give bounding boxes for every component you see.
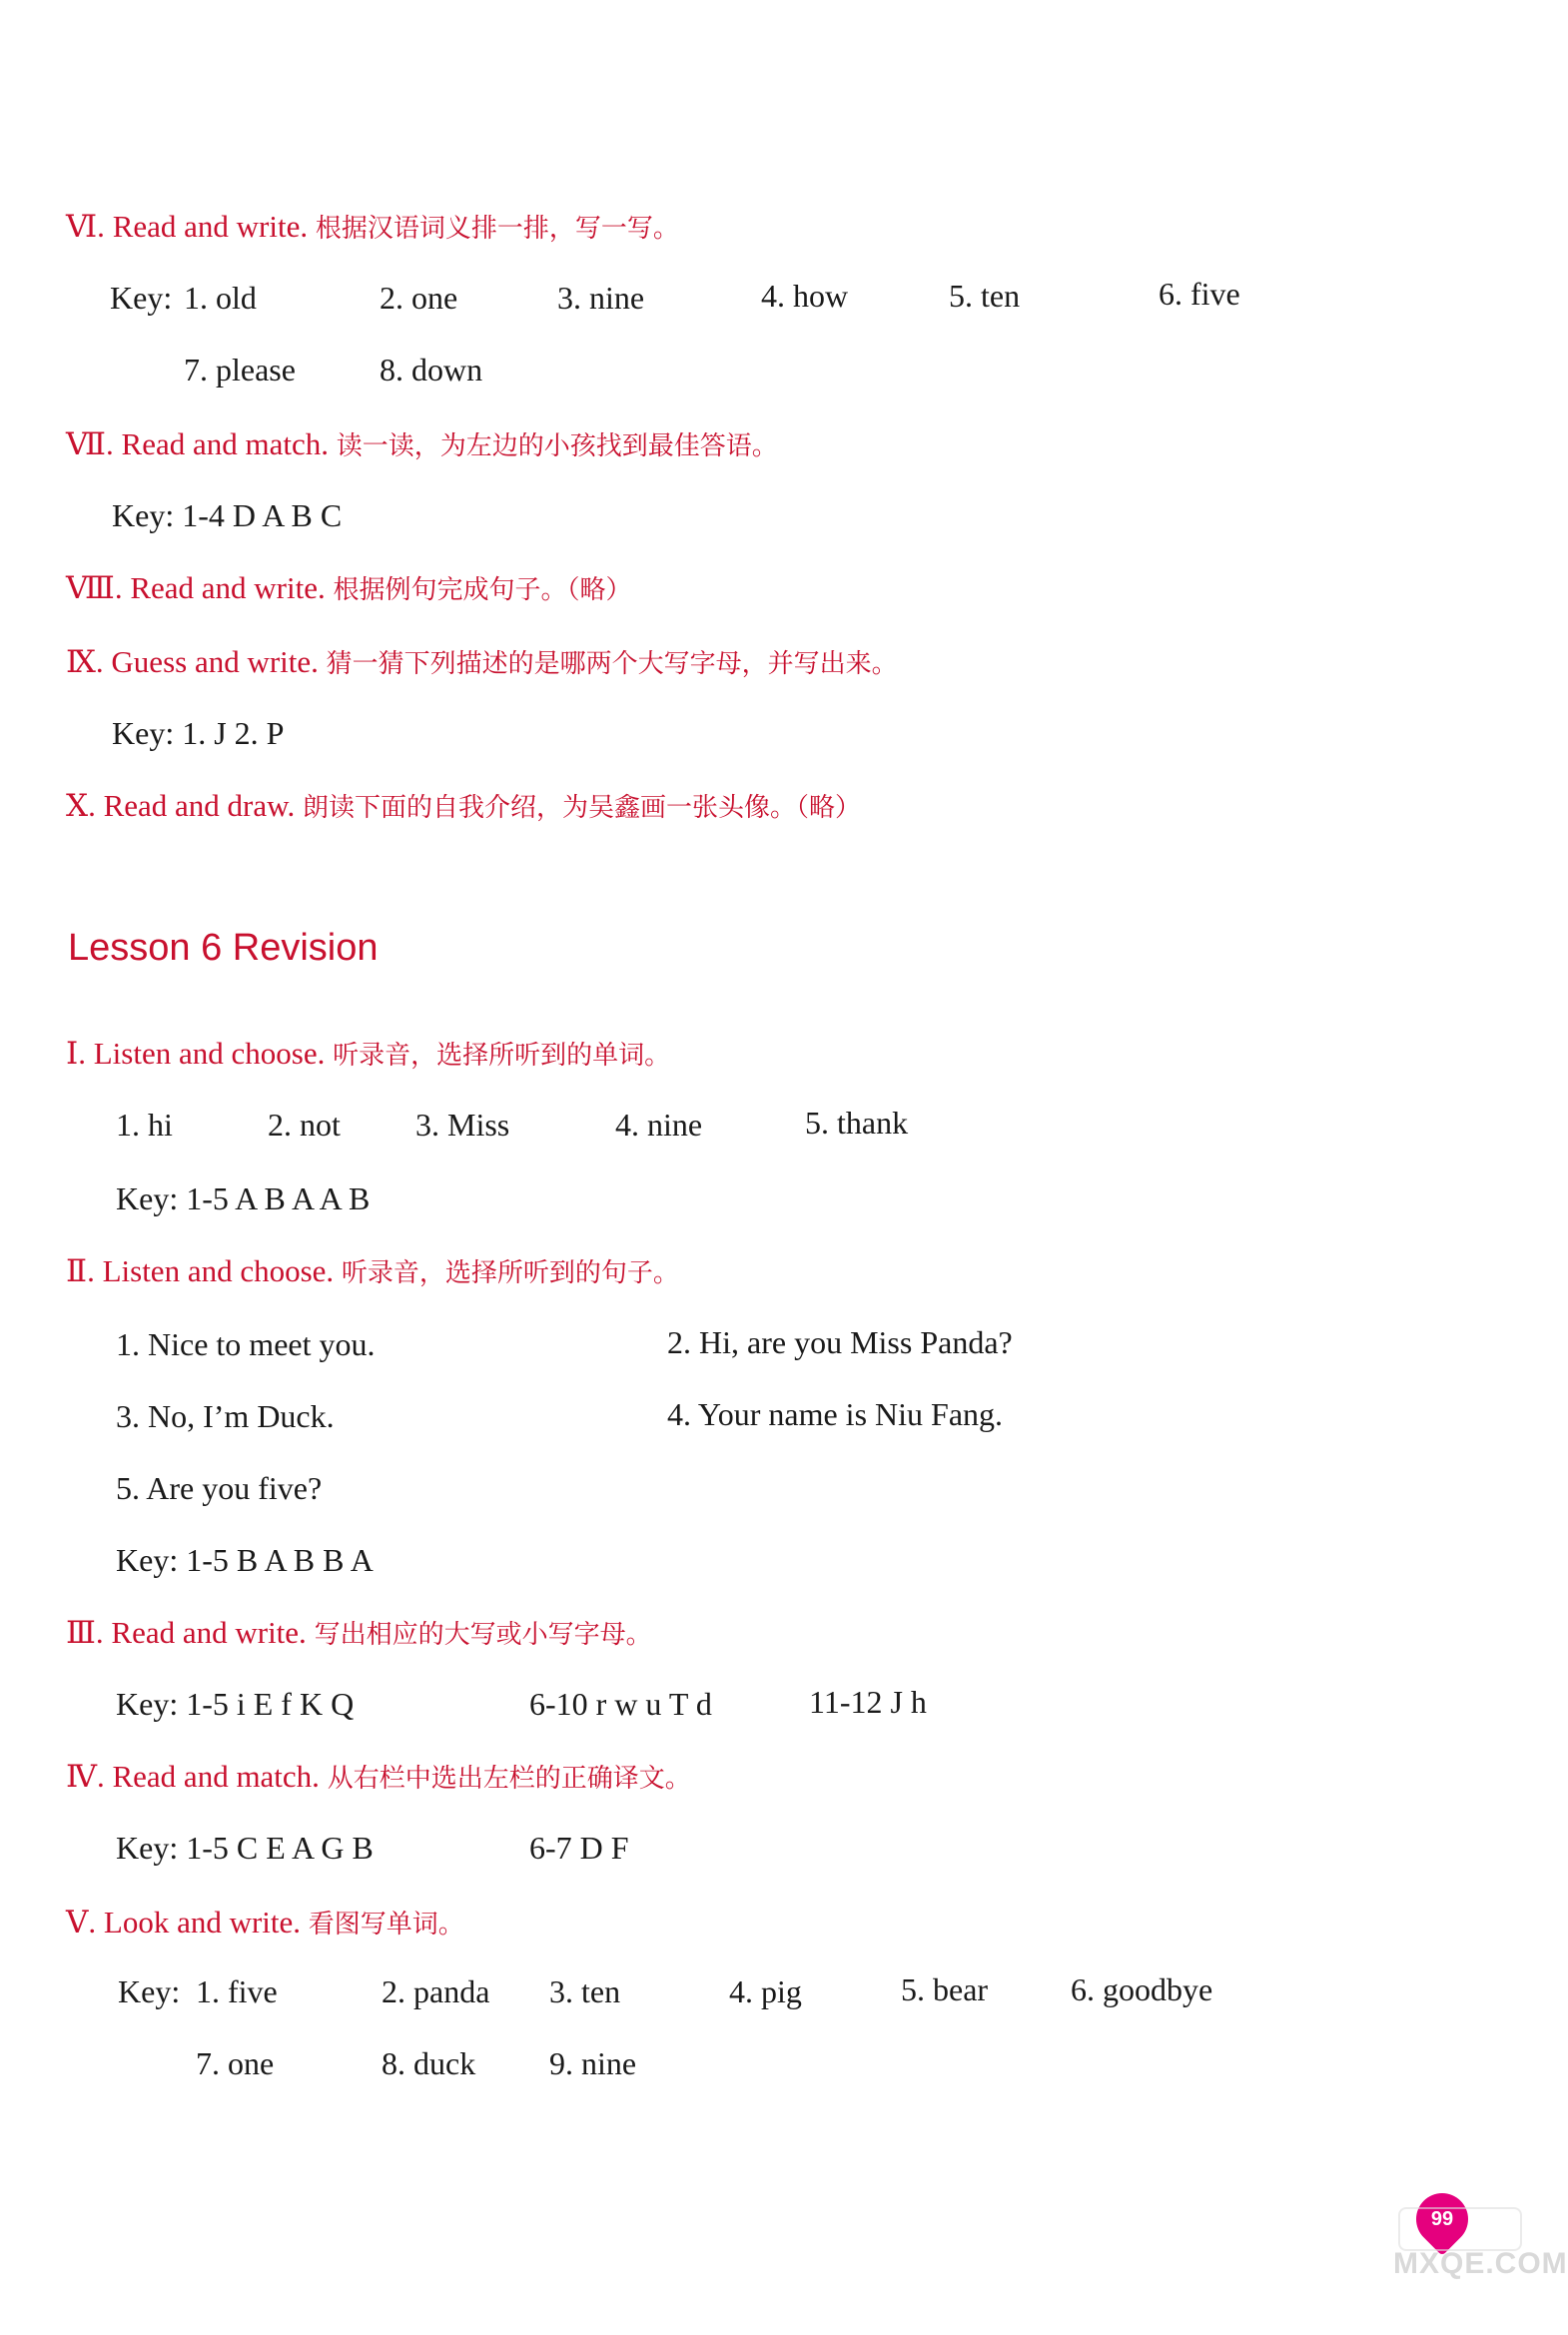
answer-item: 1. five (196, 1973, 278, 2009)
section-number: Ⅴ. (66, 1905, 97, 1940)
section-title: Read and draw. (103, 788, 296, 823)
answer-key: Key: 1-5 A B A A B (116, 1180, 371, 1216)
section-title: Listen and choose. (93, 1036, 326, 1071)
answer-item: 3. nine (557, 280, 645, 316)
answer-key: Key: 1-5 B A B B A (116, 1542, 374, 1578)
answer-item: 6. goodbye (1071, 1971, 1213, 2007)
sentence-item: 1. Nice to meet you. (116, 1326, 376, 1362)
key-label: Key: (110, 280, 173, 316)
answer-item: 2. one (380, 280, 458, 316)
section-title: Guess and write. (111, 644, 319, 679)
section-title: Listen and choose. (102, 1253, 335, 1288)
answer-key: 6-10 r w u T d (529, 1686, 712, 1722)
sentence-item: 3. No, I’m Duck. (116, 1398, 335, 1434)
revision-iii-heading (66, 1614, 652, 1651)
sentence-item: 2. Hi, are you Miss Panda? (667, 1324, 1013, 1360)
answer-item: 2. panda (382, 1973, 490, 2009)
answer-item: 4. pig (729, 1973, 802, 2009)
section-title: Read and write. (130, 570, 326, 605)
key-label: Key: (118, 1973, 181, 2009)
answer-item: 7. please (184, 352, 296, 388)
word-item: 2. not (268, 1107, 341, 1143)
section-x-heading (66, 787, 861, 824)
section-title: Read and match. (112, 1759, 320, 1794)
section-number: Ⅵ. (66, 209, 105, 244)
answer-item: 5. ten (949, 278, 1021, 314)
answer-key: 6-7 D F (529, 1830, 629, 1866)
watermark-logo (1398, 2207, 1522, 2251)
revision-v-heading (66, 1904, 464, 1941)
answer-key: Key: 1-5 C E A G B (116, 1830, 374, 1866)
section-title: Read and write. (112, 209, 309, 244)
section-instruction: 猜一猜下列描述的是哪两个大写字母，并写出来。 (326, 649, 898, 679)
section-instruction: 从右栏中选出左栏的正确译文。 (327, 1764, 691, 1794)
section-ix-heading (66, 643, 898, 680)
section-title: Read and write. (111, 1615, 307, 1650)
section-instruction: 听录音，选择所听到的单词。 (333, 1041, 671, 1071)
section-number: Ⅱ. (66, 1253, 95, 1288)
answer-item: 8. duck (382, 2045, 476, 2081)
section-instruction: 朗读下面的自我介绍，为吴鑫画一张头像。（略） (303, 793, 862, 823)
answer-item: 3. ten (549, 1973, 621, 2009)
answer-key: Key: 1. J 2. P (112, 715, 285, 751)
section-instruction: 根据汉语词义排一排，写一写。 (315, 214, 679, 244)
answer-item: 7. one (196, 2045, 275, 2081)
section-vi-heading (66, 208, 679, 245)
section-instruction: 根据例句完成句子。（略） (333, 575, 632, 605)
lesson-title: Lesson 6 Revision (68, 927, 379, 969)
word-item: 3. Miss (415, 1107, 510, 1143)
answer-item: 6. five (1159, 276, 1240, 312)
section-title: Read and match. (121, 426, 329, 461)
section-number: Ⅸ. (66, 644, 104, 679)
answer-key: 11-12 J h (809, 1684, 927, 1720)
section-title: Look and write. (103, 1905, 302, 1940)
sentence-item: 5. Are you five? (116, 1470, 323, 1506)
word-item: 1. hi (116, 1107, 173, 1143)
section-number: Ⅹ. (66, 788, 96, 823)
section-instruction: 听录音，选择所听到的句子。 (341, 1258, 679, 1288)
answer-item: 4. how (761, 278, 849, 314)
revision-ii-heading (66, 1252, 679, 1289)
answer-item: 8. down (380, 352, 483, 388)
answer-key: Key: 1-5 i E f K Q (116, 1686, 355, 1722)
section-number: Ⅷ. (66, 570, 123, 605)
answer-item: 9. nine (549, 2045, 637, 2081)
answer-item: 5. bear (901, 1971, 989, 2007)
section-instruction: 看图写单词。 (308, 1910, 464, 1940)
answer-item: 1. old (184, 280, 257, 316)
word-item: 5. thank (805, 1105, 909, 1141)
section-number: Ⅲ. (66, 1615, 104, 1650)
section-instruction: 读一读，为左边的小孩找到最佳答语。 (336, 431, 778, 461)
section-number: Ⅳ. (66, 1759, 105, 1794)
section-viii-heading (66, 569, 632, 606)
sentence-item: 4. Your name is Niu Fang. (667, 1396, 1004, 1432)
section-vii-heading (66, 425, 778, 462)
revision-iv-heading (66, 1758, 691, 1795)
section-instruction: 写出相应的大写或小写字母。 (314, 1620, 652, 1650)
revision-i-heading (66, 1035, 670, 1072)
watermark-text: MXQE.COM (1393, 2247, 1568, 2280)
section-number: Ⅶ. (66, 426, 114, 461)
word-item: 4. nine (615, 1107, 703, 1143)
answer-key: Key: 1-4 D A B C (112, 497, 343, 533)
page-number: 99 (1430, 2208, 1454, 2230)
section-number: Ⅰ. (66, 1036, 86, 1071)
